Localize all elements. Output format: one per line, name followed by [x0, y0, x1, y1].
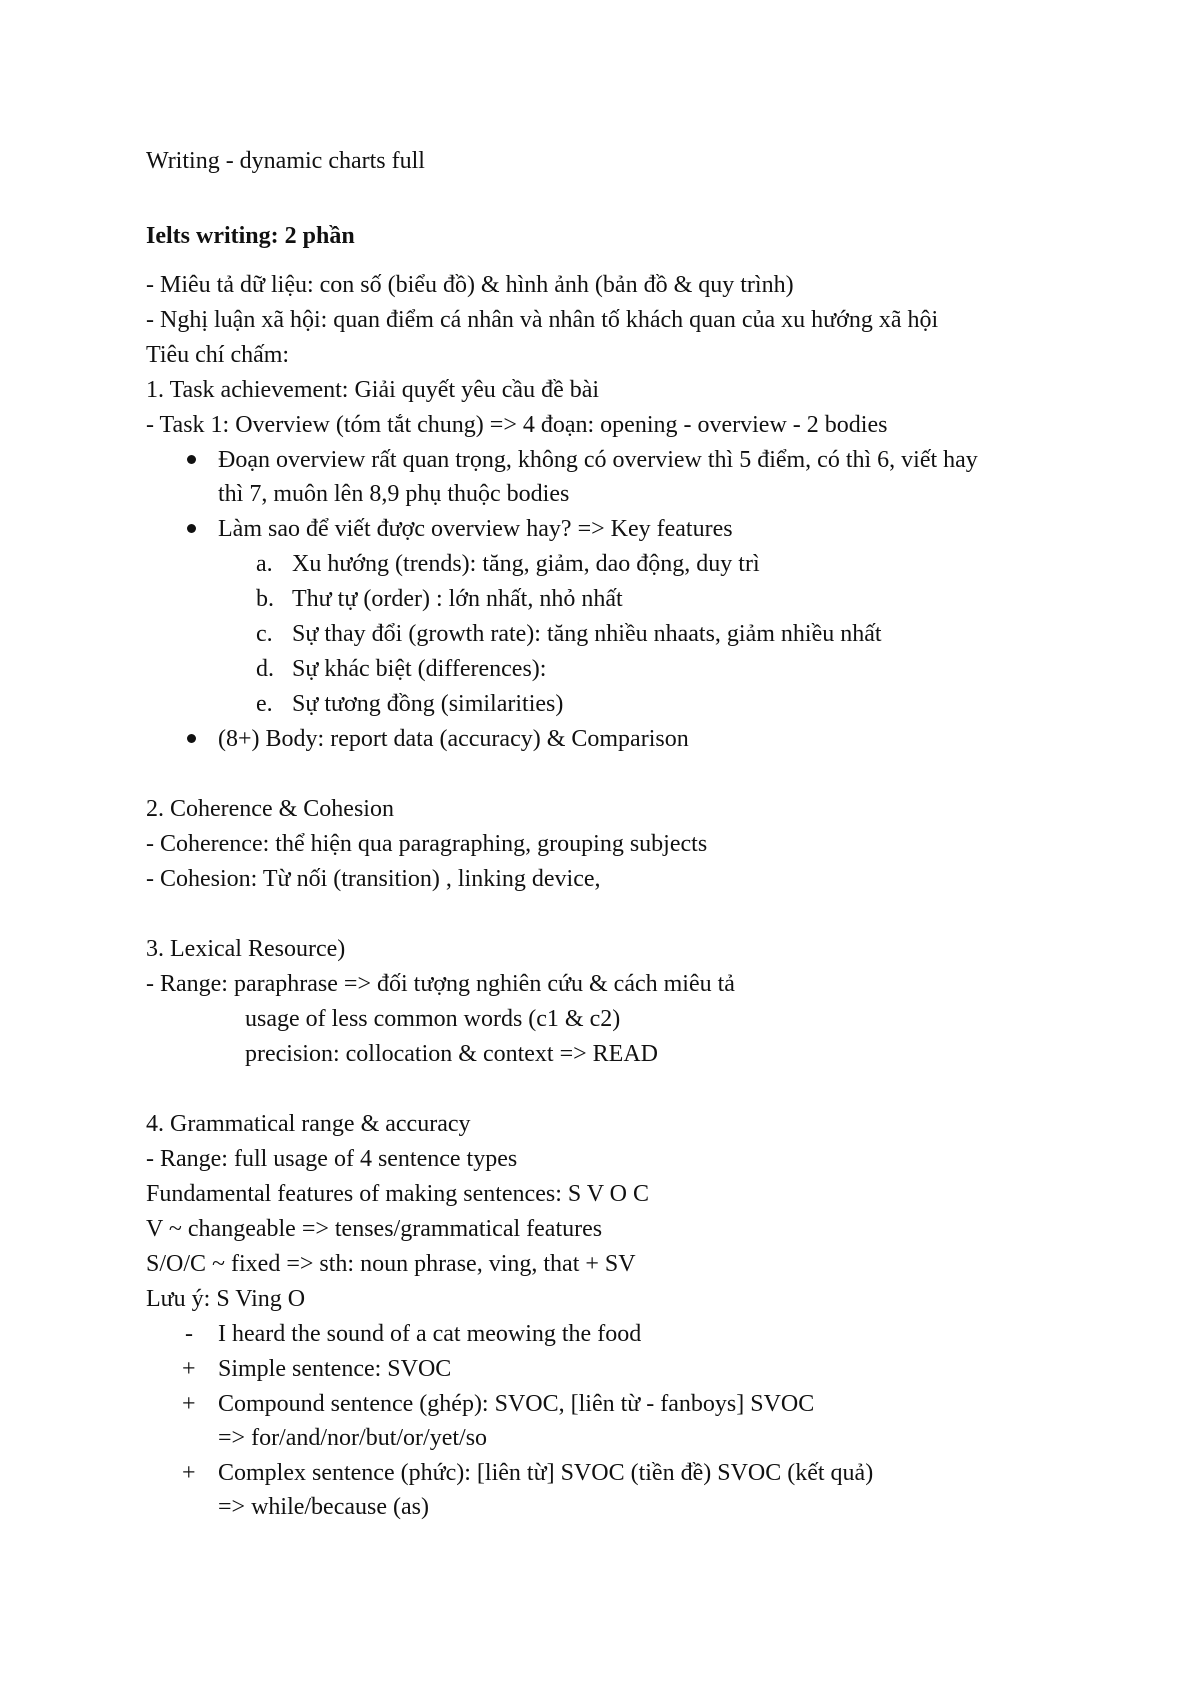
list-marker: a. — [256, 551, 273, 577]
grammar-line: S/O/C ~ fixed => sth: noun phrase, ving, that + SV — [146, 1251, 636, 1277]
bullet-text: Làm sao để viết được overview hay? => Key features — [218, 516, 733, 542]
task1-line: - Task 1: Overview (tóm tắt chung) => 4 đoạn: opening - overview - 2 bodies — [146, 412, 888, 438]
bullet-text: (8+) Body: report data (accuracy) & Comparison — [218, 726, 689, 752]
intro-line: - Nghị luận xã hội: quan điểm cá nhân và nhân tố khách quan của xu hướng xã hội — [146, 307, 939, 333]
list-item: Xu hướng (trends): tăng, giảm, dao động, duy trì — [292, 551, 760, 577]
section-title-task-achievement: 1. Task achievement: Giải quyết yêu cầu đề bài — [146, 377, 600, 403]
list-marker: + — [182, 1460, 196, 1486]
list-item: Sự khác biệt (differences): — [292, 656, 547, 682]
list-item: Sự tương đồng (similarities) — [292, 691, 564, 717]
list-marker: + — [182, 1391, 196, 1417]
grammar-line: - Range: full usage of 4 sentence types — [146, 1146, 518, 1172]
list-marker: c. — [256, 621, 273, 647]
list-marker: d. — [256, 656, 274, 682]
list-item: Complex sentence (phức): [liên từ] SVOC (tiền đề) SVOC (kết quả) — [218, 1460, 874, 1486]
bullet-icon — [187, 446, 196, 474]
intro-line: - Miêu tả dữ liệu: con số (biểu đồ) & hình ảnh (bản đồ & quy trình) — [146, 272, 794, 298]
coherence-line: - Coherence: thể hiện qua paragraphing, grouping subjects — [146, 831, 708, 857]
list-item-continued: => for/and/nor/but/or/yet/so — [218, 1425, 488, 1451]
section-heading: Ielts writing: 2 phần — [146, 223, 355, 249]
lexical-range-line: - Range: paraphrase => đối tượng nghiên cứu & cách miêu tả — [146, 971, 735, 997]
list-item-continued: => while/because (as) — [218, 1494, 429, 1520]
document-title: Writing - dynamic charts full — [146, 148, 425, 174]
bullet-icon — [187, 725, 196, 753]
bullet-text-continued: thì 7, muôn lên 8,9 phụ thuộc bodies — [218, 481, 570, 507]
grammar-line: V ~ changeable => tenses/grammatical features — [146, 1216, 603, 1242]
list-item: Compound sentence (ghép): SVOC, [liên từ - fanboys] SVOC — [218, 1391, 815, 1417]
bullet-icon — [187, 515, 196, 543]
grammar-line: Lưu ý: S Ving O — [146, 1286, 306, 1312]
bullet-text: Đoạn overview rất quan trọng, không có overview thì 5 điểm, có thì 6, viết hay — [218, 447, 978, 473]
list-item: Sự thay đổi (growth rate): tăng nhiều nhaats, giảm nhiều nhất — [292, 621, 882, 647]
list-item: I heard the sound of a cat meowing the food — [218, 1321, 642, 1347]
list-item: Simple sentence: SVOC — [218, 1356, 452, 1382]
list-marker: b. — [256, 586, 274, 612]
grammar-line: Fundamental features of making sentences: S V O C — [146, 1181, 650, 1207]
cohesion-line: - Cohesion: Từ nối (transition) , linking device, — [146, 866, 601, 892]
lexical-sub-line: usage of less common words (c1 & c2) — [245, 1006, 621, 1032]
list-marker: e. — [256, 691, 273, 717]
list-marker: - — [185, 1321, 193, 1347]
section-title-grammar: 4. Grammatical range & accuracy — [146, 1111, 471, 1137]
section-title-coherence: 2. Coherence & Cohesion — [146, 796, 394, 822]
list-marker: + — [182, 1356, 196, 1382]
criteria-label: Tiêu chí chấm: — [146, 342, 290, 368]
section-title-lexical: 3. Lexical Resource) — [146, 936, 346, 962]
list-item: Thư tự (order) : lớn nhất, nhỏ nhất — [292, 586, 623, 612]
lexical-sub-line: precision: collocation & context => READ — [245, 1041, 658, 1067]
